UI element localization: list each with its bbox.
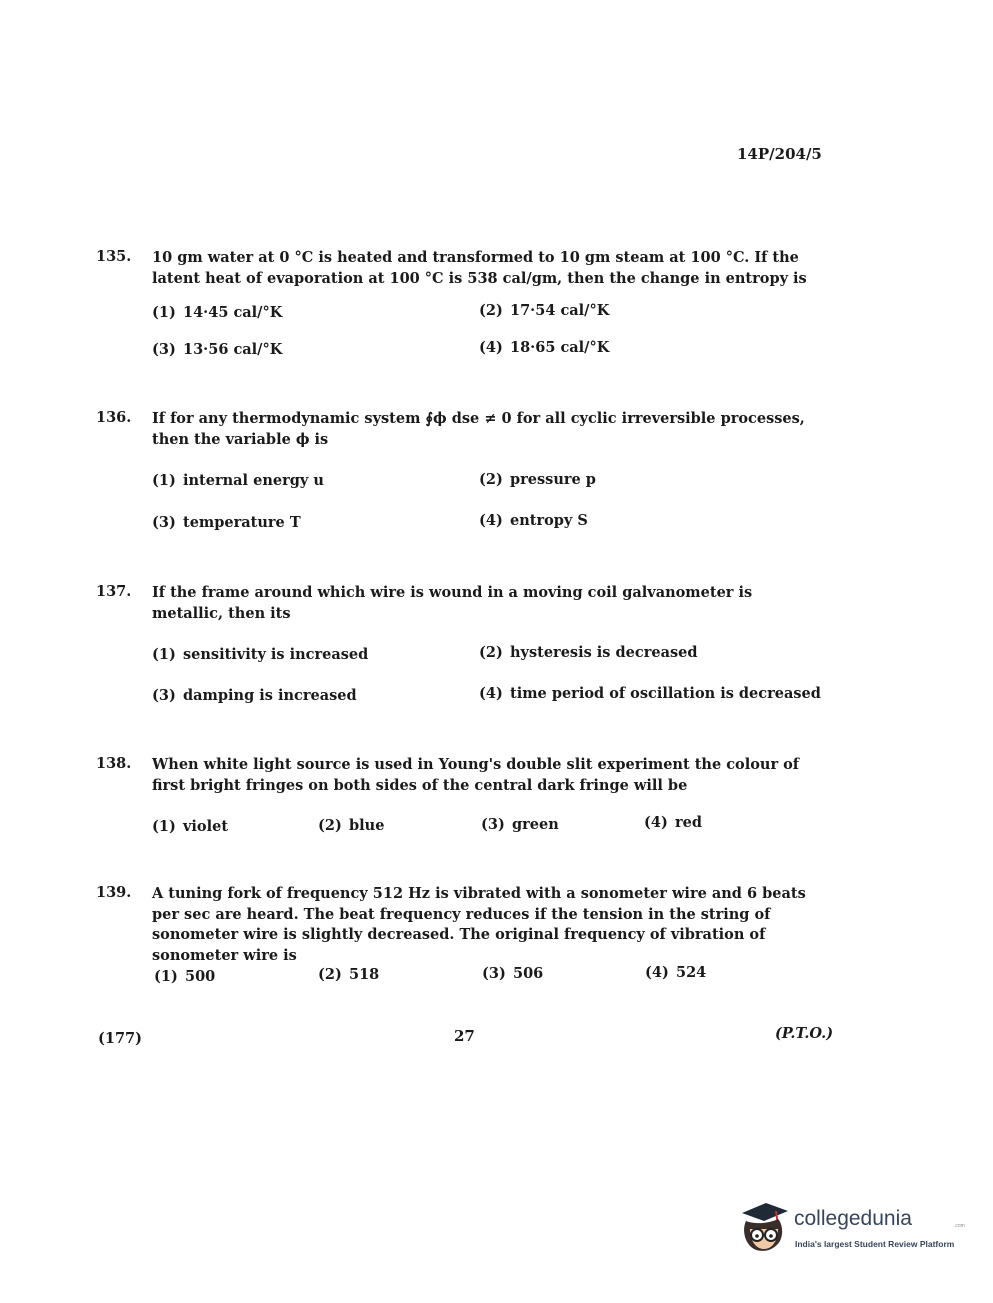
logo-domain: .com — [954, 1223, 965, 1229]
option-3: (3) temperature T — [152, 514, 301, 531]
option-4: (4) 18·65 cal/°K — [479, 339, 610, 356]
question-135 — [96, 248, 836, 363]
question-text: When white light source is used in Young's double slit experiment the colour of first bright fringes on both sides of the central dark fringe will be — [152, 756, 800, 794]
question-number: 136. — [96, 409, 132, 426]
option-1: (1) internal energy u — [152, 472, 324, 489]
option-1: (1) 500 — [154, 968, 216, 985]
booklet-code: (177) — [98, 1030, 142, 1047]
option-2: (2) blue — [318, 817, 385, 834]
option-1: (1) 14·45 cal/°K — [152, 304, 283, 321]
option-3: (3) green — [481, 816, 559, 833]
question-text: A tuning fork of frequency 512 Hz is vibrated with a sonometer wire and 6 beats per sec are heard. The beat frequency reduces if the tension in the string of sonometer wire is slightly decreased. The original frequency of vibration of sonometer wire is — [152, 885, 806, 964]
page-number: 27 — [454, 1027, 475, 1045]
option-1: (1) sensitivity is increased — [152, 646, 369, 663]
option-3: (3) 13·56 cal/°K — [152, 341, 283, 358]
question-139 — [96, 884, 836, 994]
option-4: (4) time period of oscillation is decreased — [479, 685, 821, 702]
option-2: (2) 17·54 cal/°K — [479, 302, 610, 319]
collegedunia-logo — [736, 1195, 966, 1265]
option-4: (4) 524 — [645, 964, 707, 981]
paper-code: 14P/204/5 — [737, 145, 822, 163]
option-1: (1) violet — [152, 818, 229, 835]
logo-wordmark: collegedunia — [794, 1207, 912, 1230]
question-text: If for any thermodynamic system ∮ϕ dse ≠ 0 for all cyclic irreversible processes, then the variable ϕ is — [152, 410, 805, 448]
question-number: 135. — [96, 248, 132, 265]
option-2: (2) hysteresis is decreased — [479, 644, 698, 661]
question-number: 137. — [96, 583, 132, 600]
mascot-icon — [736, 1195, 792, 1257]
option-3: (3) damping is increased — [152, 687, 357, 704]
question-text: 10 gm water at 0 °C is heated and transformed to 10 gm steam at 100 °C. If the latent heat of evaporation at 100 °C is 538 cal/gm, then the change in entropy is — [152, 249, 807, 287]
question-137 — [96, 583, 836, 708]
question-138 — [96, 755, 836, 845]
question-text: If the frame around which wire is wound in a moving coil galvanometer is metallic, then its — [152, 584, 753, 622]
question-number: 139. — [96, 884, 132, 901]
question-136 — [96, 409, 836, 534]
question-number: 138. — [96, 755, 132, 772]
option-4: (4) red — [644, 814, 703, 831]
pto-label: (P.T.O.) — [775, 1025, 834, 1042]
option-2: (2) pressure p — [479, 471, 596, 488]
option-3: (3) 506 — [482, 965, 544, 982]
logo-tagline: India's largest Student Review Platform — [795, 1239, 955, 1249]
option-4: (4) entropy S — [479, 512, 588, 529]
option-2: (2) 518 — [318, 966, 380, 983]
